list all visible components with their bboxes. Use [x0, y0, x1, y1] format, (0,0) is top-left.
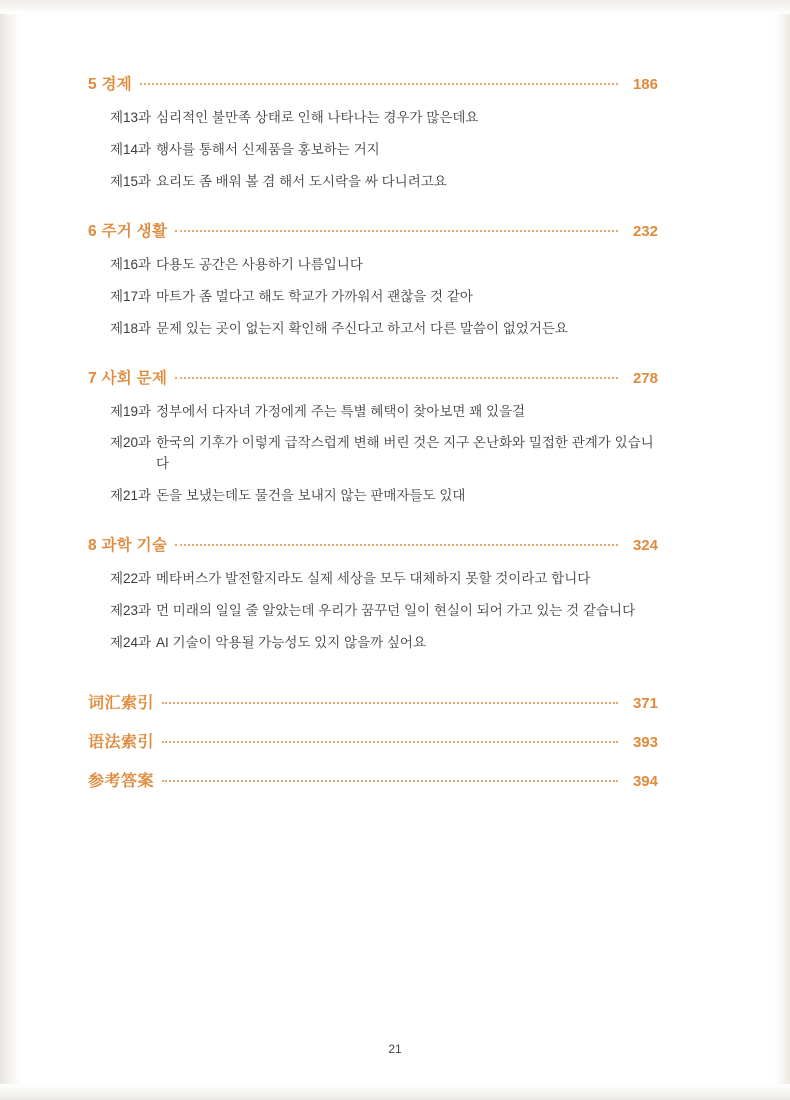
list-item[interactable]: [88, 287, 658, 308]
chapter-block: [88, 72, 658, 193]
page-edge-right: [774, 0, 790, 1100]
list-item[interactable]: [88, 319, 658, 340]
lesson-number: 제13과: [110, 110, 152, 125]
lesson-number: 제23과: [110, 603, 152, 619]
index-title: 语法索引: [88, 733, 155, 751]
list-item[interactable]: [88, 255, 658, 276]
chapter-title: 6 주거 생활: [88, 222, 168, 240]
leader-dots: [175, 229, 618, 232]
chapter-page-number: 278: [632, 369, 658, 387]
lesson-number: 제21과: [110, 488, 152, 504]
list-item[interactable]: [88, 433, 658, 475]
list-item[interactable]: [88, 172, 658, 193]
index-row[interactable]: [88, 729, 658, 752]
lesson-number: 제14과: [110, 141, 152, 157]
leader-dots: [162, 740, 618, 743]
lesson-title: 행사를 통해서 신제품을 홍보하는 거지: [156, 141, 380, 157]
chapter-heading[interactable]: [88, 366, 658, 388]
index-page-number: 371: [632, 694, 658, 712]
lesson-number: 제16과: [110, 256, 152, 272]
chapter-page-number: 186: [632, 76, 658, 93]
index-title: 参考答案: [88, 772, 155, 790]
lesson-title: AI 기술이 악용될 가능성도 있지 않을까 싶어요: [156, 635, 426, 651]
chapter-title: 5 경제: [88, 76, 133, 93]
list-item[interactable]: [88, 601, 658, 622]
lesson-number: 제19과: [110, 403, 152, 419]
page-number-folio: 21: [388, 1042, 402, 1056]
list-item[interactable]: [88, 140, 658, 161]
leader-dots: [175, 376, 618, 379]
chapter-block: [88, 219, 658, 340]
leader-dots: [175, 543, 618, 546]
lesson-title: 한국의 기후가 이렇게 급작스럽게 변해 버린 것은 지구 온난화와 밀접한 관계가 있습니다: [156, 435, 654, 472]
chapter-heading[interactable]: [88, 219, 658, 241]
table-of-contents: [88, 72, 658, 807]
index-page-number: 393: [632, 733, 658, 751]
index-row[interactable]: [88, 768, 658, 791]
chapter-heading[interactable]: [88, 72, 658, 94]
lesson-title: 돈을 보냈는데도 물건을 보내지 않는 판매자들도 있대: [156, 488, 466, 504]
leader-dots: [140, 82, 618, 85]
lesson-number: 제15과: [110, 173, 152, 189]
list-item[interactable]: [88, 633, 658, 654]
page-edge-top: [0, 0, 790, 14]
lesson-number: 제18과: [110, 320, 152, 336]
index-title: 词汇索引: [88, 694, 155, 712]
lesson-title: 메타버스가 발전할지라도 실제 세상을 모두 대체하지 못할 것이라고 합니다: [156, 571, 591, 587]
lesson-title: 정부에서 다자녀 가정에게 주는 특별 혜택이 찾아보면 꽤 있을걸: [156, 403, 526, 419]
lesson-title: 마트가 좀 멀다고 해도 학교가 가까워서 괜찮을 것 같아: [156, 288, 473, 304]
list-item[interactable]: [88, 569, 658, 590]
lesson-number: 제24과: [110, 635, 152, 651]
index-page-number: 394: [632, 772, 658, 790]
lesson-number: 제17과: [110, 288, 152, 304]
chapter-title: 8 과학 기술: [88, 537, 168, 555]
leader-dots: [162, 779, 618, 782]
index-entries: [88, 690, 658, 791]
chapter-block: [88, 533, 658, 654]
chapter-block: [88, 366, 658, 508]
lesson-number: 제20과: [110, 435, 152, 451]
chapter-page-number: 232: [632, 222, 658, 240]
lesson-title: 다용도 공간은 사용하기 나름입니다: [156, 256, 363, 272]
lesson-title: 요리도 좀 배워 볼 겸 해서 도시락을 싸 다니려고요: [156, 173, 447, 189]
list-item[interactable]: [88, 108, 658, 129]
chapter-title: 7 사회 문제: [88, 369, 168, 387]
lesson-title: 심리적인 불만족 상태로 인해 나타나는 경우가 많은데요: [156, 110, 479, 125]
page-edge-bottom: [0, 1084, 790, 1100]
index-row[interactable]: [88, 690, 658, 713]
page-edge-left: [0, 0, 22, 1100]
lesson-number: 제22과: [110, 571, 152, 587]
list-item[interactable]: [88, 402, 658, 423]
lesson-title: 문제 있는 곳이 없는지 확인해 주신다고 하고서 다른 말씀이 없었거든요: [156, 320, 568, 336]
list-item[interactable]: [88, 486, 658, 507]
chapter-page-number: 324: [632, 537, 658, 555]
lesson-title: 먼 미래의 일일 줄 알았는데 우리가 꿈꾸던 일이 현실이 되어 가고 있는 것 같습니다: [156, 603, 636, 619]
chapter-heading[interactable]: [88, 533, 658, 555]
leader-dots: [162, 701, 618, 704]
